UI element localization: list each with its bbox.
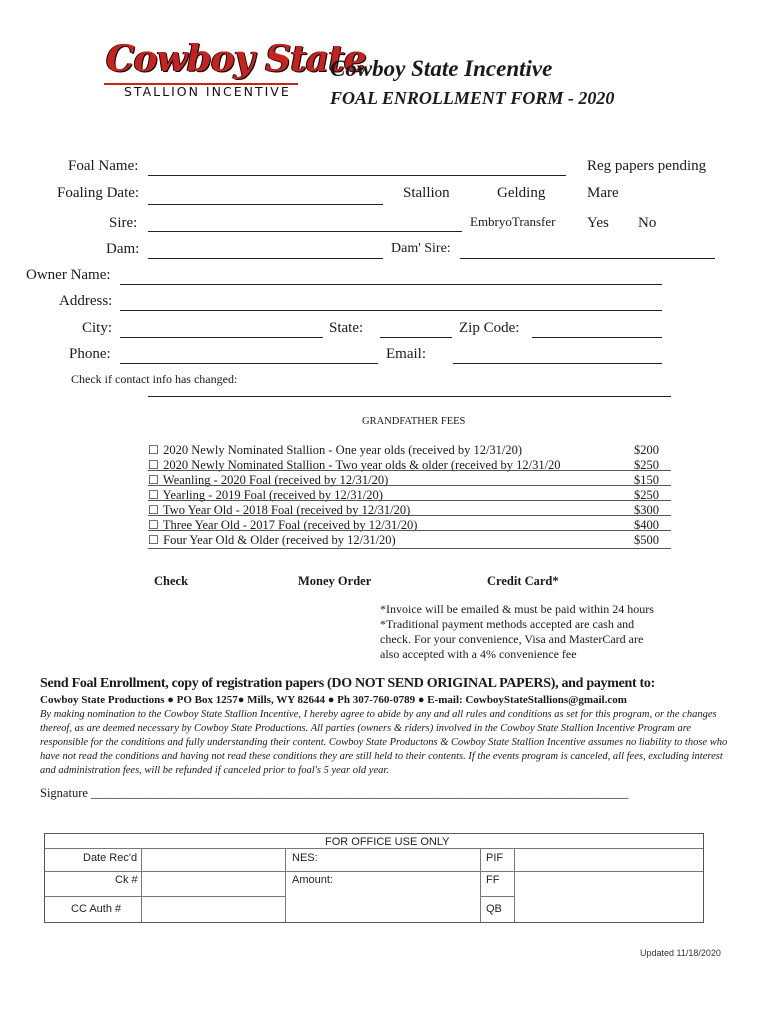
- fee-row[interactable]: [148, 443, 671, 458]
- nes-label: NES:: [292, 852, 318, 864]
- state-field[interactable]: [380, 337, 452, 338]
- fee-amount: $250: [634, 488, 659, 502]
- fee-separator: [148, 485, 671, 486]
- office-divider: [285, 848, 286, 922]
- office-divider: [480, 896, 514, 897]
- signature-field[interactable]: Signature ______________________________________________________________________________________: [40, 786, 629, 800]
- office-divider: [514, 848, 515, 922]
- owner-name-label: Owner Name:: [26, 267, 111, 283]
- cowboy-state-logo: [102, 38, 366, 104]
- office-divider: [45, 871, 703, 872]
- checkbox-icon[interactable]: ☐: [148, 518, 159, 532]
- pif-label: PIF: [486, 852, 504, 864]
- contact-changed-rule: [148, 396, 671, 397]
- embryo-transfer-label: EmbryoTransfer: [470, 214, 556, 229]
- embryo-yes-option[interactable]: Yes: [587, 215, 609, 231]
- fee-amount: $150: [634, 473, 659, 487]
- dam-label: Dam:: [106, 241, 140, 257]
- fee-separator: [148, 548, 671, 549]
- gelding-option[interactable]: Gelding: [497, 185, 546, 201]
- cc-auth-label: CC Auth #: [71, 903, 122, 915]
- address-field[interactable]: [120, 310, 662, 311]
- reg-papers-pending-option[interactable]: Reg papers pending: [587, 158, 707, 174]
- fee-amount: $400: [634, 518, 659, 532]
- phone-label: Phone:: [69, 346, 111, 362]
- checkbox-icon[interactable]: ☐: [148, 473, 159, 487]
- dam-sire-label: Dam' Sire:: [391, 241, 451, 256]
- checkbox-icon[interactable]: ☐: [148, 458, 159, 472]
- fee-amount: $300: [634, 503, 659, 517]
- mare-option[interactable]: Mare: [587, 185, 619, 201]
- contact-info: Cowboy State Productions ● PO Box 1257● Mills, WY 82644 ● Ph 307-760-0789 ● E-mail: CowboyStateStallions@gmail.com: [40, 694, 627, 706]
- logo-wordmark: Cowboy State: [106, 38, 366, 80]
- payment-money-order-option[interactable]: Money Order: [298, 574, 372, 588]
- fee-label: Three Year Old - 2017 Foal (received by 12/31/20): [162, 518, 418, 532]
- foaling-date-field[interactable]: [148, 204, 383, 205]
- dam-field[interactable]: [148, 258, 383, 259]
- logo-subtitle: STALLION INCENTIVE: [124, 84, 291, 99]
- email-field[interactable]: [453, 363, 662, 364]
- fee-separator: [148, 530, 671, 531]
- fee-label: Yearling - 2019 Foal (received by 12/31/20): [162, 488, 383, 502]
- office-use-table: [44, 833, 704, 923]
- terms-text: By making nomination to the Cowboy State Stallion Incentive, I hereby agree to abide by any and all rules and conditions as set for this program, or the changes thereof, as are deemed necessary by Cowboy State Productions. All parties (owners & riders) involved in the Cowboy State Stallion Incentive Program are responsible for the conditions and fully understanding their content. Cowboy State Productons & Cowboy State Stallion Incentive assumes no liability to those who have not read the conditions and having not read these conditions they are still held to their contents. If the events program is canceled, all fees, excluding interest and administration fees, will be refunded if canceled prior to foal's 5 year old year.: [40, 709, 728, 776]
- sire-field[interactable]: [148, 231, 462, 232]
- payment-note-invoice: *Invoice will be emailed & must be paid within 24 hours: [380, 602, 654, 616]
- ck-number-label: Ck #: [115, 874, 138, 886]
- form-title: Cowboy State Incentive: [330, 56, 553, 81]
- contact-changed-label[interactable]: Check if contact info has changed:: [71, 372, 238, 386]
- phone-field[interactable]: [120, 363, 378, 364]
- sire-label: Sire:: [109, 215, 138, 231]
- office-use-heading: FOR OFFICE USE ONLY: [325, 836, 450, 848]
- foal-name-field[interactable]: [148, 175, 566, 176]
- embryo-no-option[interactable]: No: [638, 215, 657, 231]
- office-divider: [45, 848, 703, 849]
- fee-label: 2020 Newly Nominated Stallion - One year olds (received by 12/31/20): [163, 443, 523, 457]
- date-recd-label: Date Rec'd: [83, 852, 138, 864]
- city-label: City:: [82, 320, 113, 336]
- payment-note-fee: also accepted with a 4% convenience fee: [380, 647, 577, 661]
- checkbox-icon[interactable]: ☐: [148, 488, 159, 502]
- zip-code-label: Zip Code:: [459, 320, 520, 336]
- payment-credit-card-option[interactable]: Credit Card*: [487, 574, 559, 588]
- qb-label: QB: [486, 903, 502, 915]
- office-divider: [141, 848, 142, 922]
- fee-amount: $200: [634, 443, 659, 457]
- city-field[interactable]: [120, 337, 323, 338]
- amount-label: Amount:: [292, 874, 333, 886]
- payment-note-traditional: *Traditional payment methods accepted are cash and: [380, 617, 635, 631]
- dam-sire-field[interactable]: [460, 258, 715, 259]
- foal-name-label: Foal Name:: [68, 158, 139, 174]
- fee-label: Four Year Old & Older (received by 12/31/20): [163, 533, 396, 547]
- payment-check-option[interactable]: Check: [154, 574, 189, 588]
- email-label: Email:: [386, 346, 426, 362]
- fee-separator: [148, 515, 671, 516]
- fee-separator: [148, 470, 671, 471]
- checkbox-icon[interactable]: ☐: [148, 443, 159, 457]
- fee-label: Two Year Old - 2018 Foal (received by 12/31/20): [162, 503, 411, 517]
- zip-code-field[interactable]: [532, 337, 662, 338]
- stallion-option[interactable]: Stallion: [403, 185, 450, 201]
- fee-separator: [148, 500, 671, 501]
- owner-name-field[interactable]: [120, 284, 662, 285]
- checkbox-icon[interactable]: ☐: [148, 503, 159, 517]
- grandfather-fees-heading: GRANDFATHER FEES: [362, 416, 466, 427]
- fee-label: 2020 Newly Nominated Stallion - Two year olds & older (received by 12/31/20: [163, 458, 561, 472]
- payment-note-convenience: check. For your convenience, Visa and MasterCard are: [380, 632, 644, 646]
- fee-row[interactable]: [148, 533, 671, 548]
- office-divider: [480, 848, 481, 922]
- checkbox-icon[interactable]: ☐: [148, 533, 159, 547]
- address-label: Address:: [59, 293, 113, 309]
- form-subtitle: FOAL ENROLLMENT FORM - 2020: [330, 88, 615, 108]
- send-instructions: Send Foal Enrollment, copy of registration papers (DO NOT SEND ORIGINAL PAPERS), and payment to:: [40, 676, 655, 691]
- updated-date: Updated 11/18/2020: [640, 948, 721, 958]
- fee-amount: $250: [634, 458, 659, 472]
- foaling-date-label: Foaling Date:: [57, 185, 140, 201]
- fee-label: Weanling - 2020 Foal (received by 12/31/20): [162, 473, 389, 487]
- ff-label: FF: [486, 874, 500, 886]
- state-label: State:: [329, 320, 364, 336]
- fee-amount: $500: [634, 533, 659, 547]
- office-divider: [45, 896, 285, 897]
